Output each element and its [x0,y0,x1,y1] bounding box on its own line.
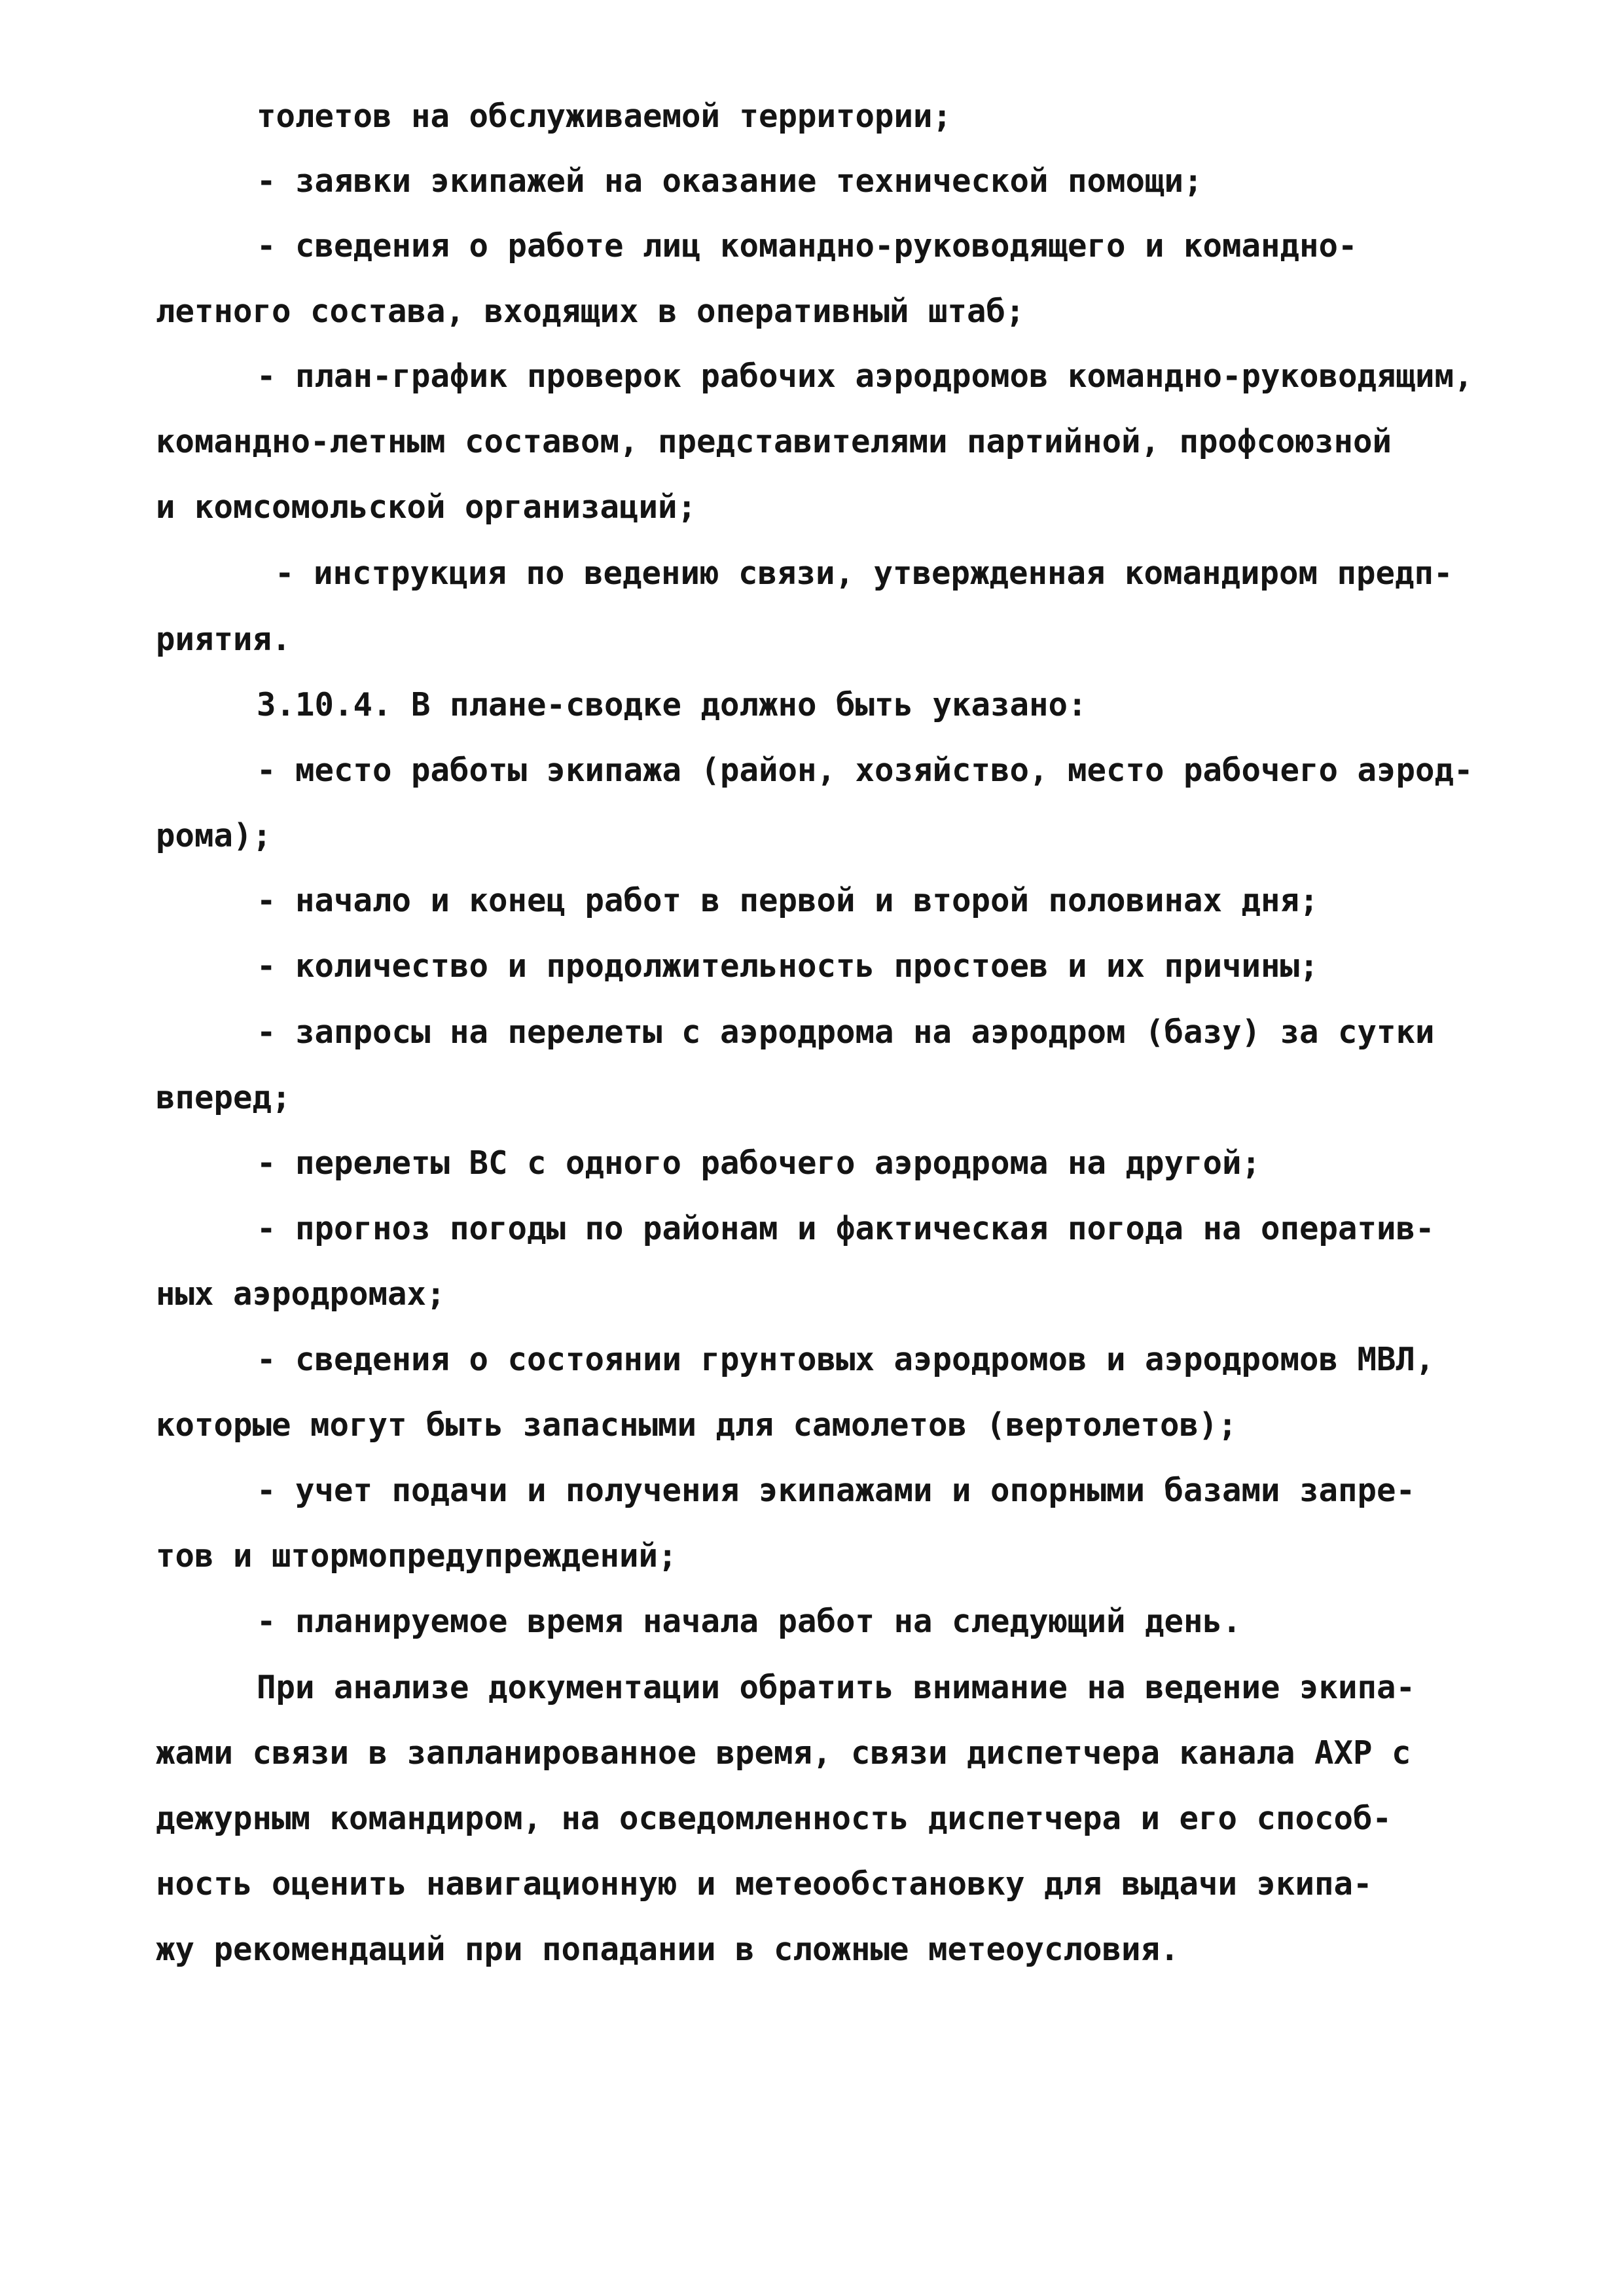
text-line: тов и штормопредупреждений; [156,1537,677,1575]
text-line: жами связи в запланированное время, связи диспетчера канала АХР с [156,1734,1411,1772]
text-line: - учет подачи и получения экипажами и опорными базами запре- [257,1472,1416,1509]
text-line: - заявки экипажей на оказание технической помощи; [257,162,1203,200]
section-heading: 3.10.4. В плане-сводке должно быть указано: [257,686,1087,723]
text-line: риятия. [156,621,291,658]
text-line: жу рекомендаций при попадании в сложные метеоусловия. [156,1931,1180,1968]
text-line: - инструкция по ведению связи, утвержденная командиром предп- [275,555,1453,592]
text-line: ность оценить навигационную и метеообстановку для выдачи экипа- [156,1865,1373,1903]
text-line: командно-летным составом, представителями партийной, профсоюзной [156,423,1392,460]
text-line: - количество и продолжительность простоев и их причины; [257,947,1319,985]
text-line: - начало и конец работ в первой и второй половинах дня; [257,882,1319,919]
text-line: - прогноз погоды по районам и фактическая погода на оператив- [257,1210,1435,1247]
text-line: ных аэродромах; [156,1275,446,1313]
text-line: - запросы на перелеты с аэродрома на аэродром (базу) за сутки [257,1013,1435,1051]
text-line: - сведения о работе лиц командно-руководящего и командно- [257,227,1358,264]
text-line: которые могут быть запасными для самолетов (вертолетов); [156,1406,1238,1444]
text-line: - план-график проверок рабочих аэродромов командно-руководящим, [257,357,1473,395]
text-line: вперед; [156,1079,291,1116]
text-line: - сведения о состоянии грунтовых аэродромов и аэродромов МВЛ, [257,1341,1435,1378]
text-line: - перелеты ВС с одного рабочего аэродрома на другой; [257,1144,1261,1182]
text-line: дежурным командиром, на осведомленность диспетчера и его способ- [156,1800,1392,1837]
text-line: - место работы экипажа (район, хозяйство, место рабочего аэрод- [257,752,1473,789]
text-line: летного состава, входящих в оперативный штаб; [156,293,1025,330]
text-line: рома); [156,817,272,854]
text-line: При анализе документации обратить внимание на ведение экипа- [257,1669,1416,1706]
text-line: - планируемое время начала работ на следующий день. [257,1603,1242,1640]
text-line: и комсомольской организаций; [156,488,697,526]
text-line: толетов на обслуживаемой территории; [257,98,952,135]
